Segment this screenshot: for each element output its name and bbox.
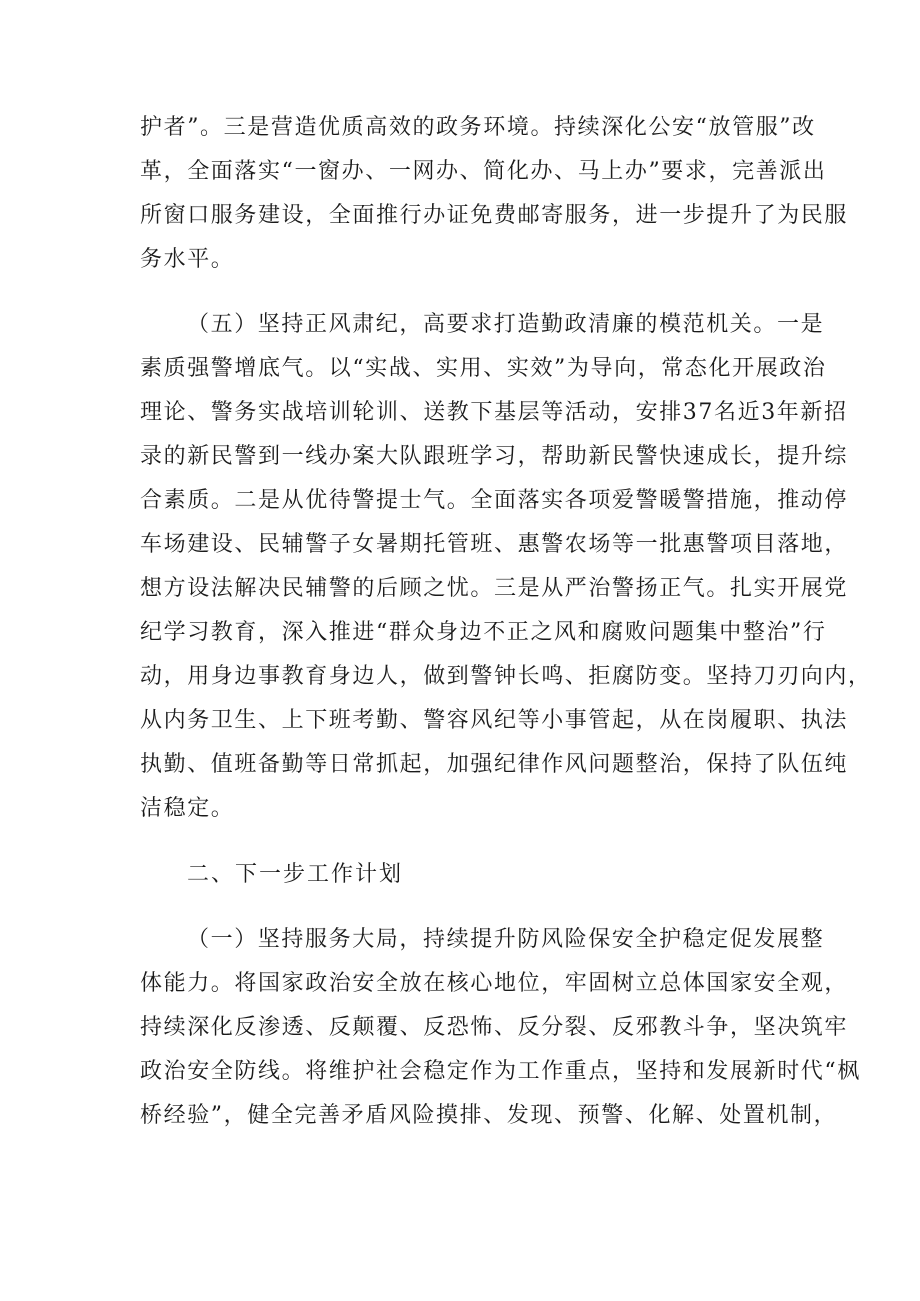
text-line-6: 素质强警增底气。以“实战、实用、实效”为导向，常态化开展政治 — [140, 356, 827, 381]
text-line-20: 持续深化反渗透、反颠覆、反恐怖、反分裂、反邪教斗争，坚决筑牢 — [140, 1015, 849, 1040]
text-line-1: 护者”。三是营造优质高效的政务环境。持续深化公安“放管服”改 — [140, 115, 816, 140]
text-line-15: 执勤、值班备勤等日常抓起，加强纪律作风问题整治，保持了队伍纯 — [140, 752, 849, 777]
text-line-16: 洁稳定。 — [140, 796, 235, 821]
text-line-19: 体能力。将国家政治安全放在核心地位，牢固树立总体国家安全观， — [140, 971, 849, 996]
text-line-10: 车场建设、民辅警子女暑期托管班、惠警农场等一批惠警项目落地， — [140, 532, 849, 557]
text-line-13: 动，用身边事教育身边人，做到警钟长鸣、拒腐防变。坚持刀刃向内， — [140, 664, 872, 689]
paragraph-5-first-line: （五）坚持正风肃纪，高要求打造勤政清廉的模范机关。一是 — [187, 312, 825, 337]
text-line-12: 纪学习教育，深入推进“群众身边不正之风和腐败问题集中整治”行 — [140, 620, 827, 645]
text-line-2: 革，全面落实“一窗办、一网办、简化办、马上办”要求，完善派出 — [140, 159, 827, 184]
text-line-22: 桥经验”，健全完善矛盾风险摸排、发现、预警、化解、处置机制， — [140, 1103, 838, 1128]
text-line-4: 务水平。 — [140, 247, 235, 272]
text-line-7: 理论、警务实战培训轮训、送教下基层等活动，安排37名近3年新招 — [140, 400, 848, 425]
text-line-3: 所窗口服务建设，全面推行办证免费邮寄服务，进一步提升了为民服 — [140, 203, 849, 228]
text-line-11: 想方设法解决民辅警的后顾之忧。三是从严治警扬正气。扎实开展党 — [140, 576, 849, 601]
text-line-14: 从内务卫生、上下班考勤、警容风纪等小事管起，从在岗履职、执法 — [140, 708, 849, 733]
section-heading: 二、下一步工作计划 — [187, 862, 404, 887]
paragraph-next-first-line: （一）坚持服务大局，持续提升防风险保安全护稳定促发展整 — [187, 927, 825, 952]
text-line-8: 录的新民警到一线办案大队跟班学习，帮助新民警快速成长，提升综 — [140, 444, 849, 469]
text-line-21: 政治安全防线。将维护社会稳定作为工作重点，坚持和发展新时代“枫 — [140, 1059, 861, 1084]
text-line-9: 合素质。二是从优待警提士气。全面落实各项爱警暖警措施，推动停 — [140, 488, 849, 513]
